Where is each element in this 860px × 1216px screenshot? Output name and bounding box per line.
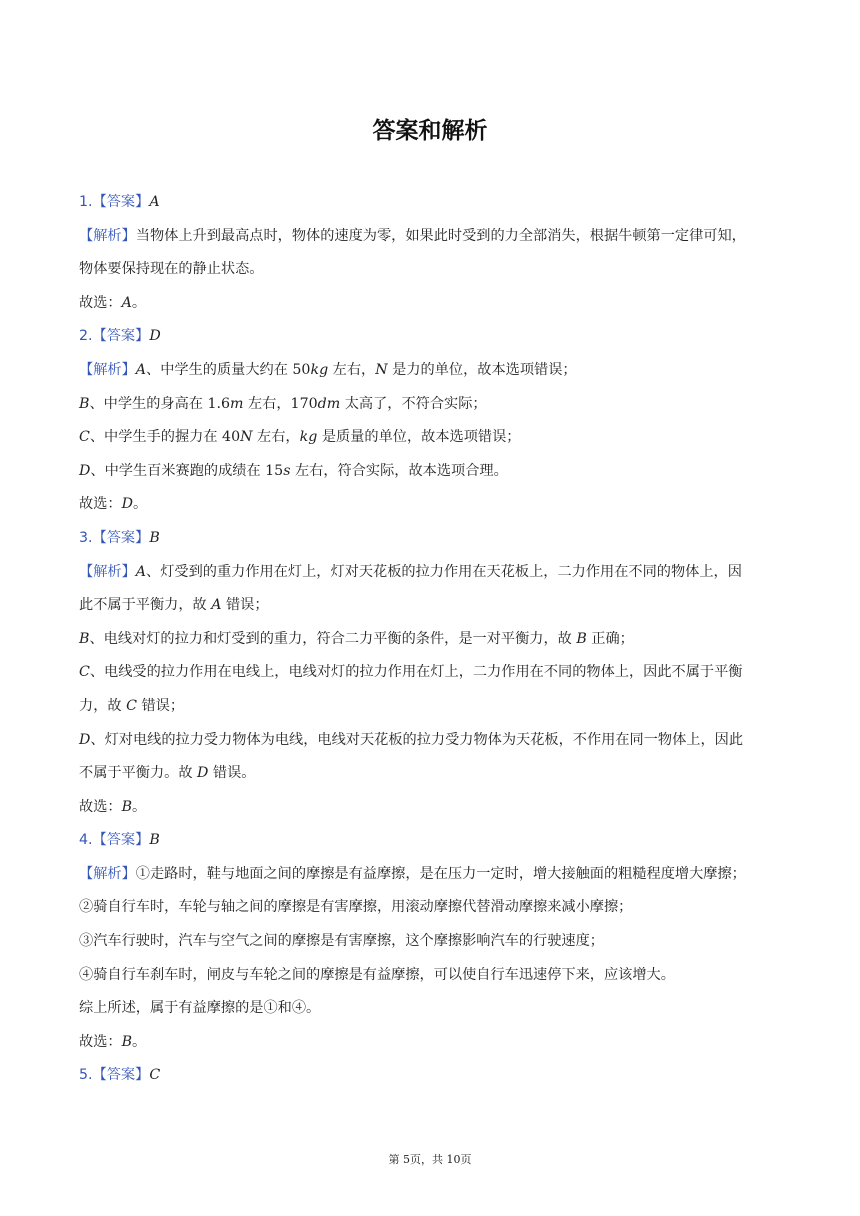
answer-tag: 【答案】 <box>92 529 150 546</box>
answer-line <box>79 522 785 556</box>
text-line: 综上所述，属于有益摩擦的是①和④。 <box>79 1000 321 1017</box>
page-title: 答案和解析 <box>372 118 488 144</box>
text-line: D、灯对电线的拉力受力物体为电线，电线对天花板的拉力受力物体为天花板，不作用在同一物体上，因此 <box>79 731 744 748</box>
analysis-tag: 【解析】 <box>79 227 136 244</box>
text-line: D、中学生百米赛跑的成绩在 15s 左右，符合实际，故本选项合理。 <box>79 462 508 479</box>
answer-value: D <box>149 328 161 345</box>
answer-tag: 【答案】 <box>92 832 150 849</box>
answer-line <box>79 1059 785 1093</box>
text-line: C、电线受的拉力作用在电线上，电线对灯的拉力作用在灯上，二力作用在不同的物体上，因此不属于平衡 <box>79 664 743 681</box>
answer-value: C <box>149 1067 161 1084</box>
analysis-tag: 【解析】 <box>79 563 136 580</box>
answer-line <box>79 186 785 220</box>
text-line: ④骑自行车刹车时，闸皮与车轮之间的摩擦是有益摩擦，可以使自行车迅速停下来，应该增大。 <box>79 966 675 983</box>
answer-value: A <box>149 194 160 210</box>
answer-value: B <box>149 529 160 546</box>
text-line: B、电线对灯的拉力和灯受到的重力，符合二力平衡的条件，是一对平衡力，故 B 正确； <box>79 630 634 647</box>
analysis-line: 【解析】①走路时，鞋与地面之间的摩擦是有益摩擦，是在压力一定时，增大接触面的粗糙程度增大摩擦； <box>79 865 746 882</box>
text-line: ②骑自行车时，车轮与轴之间的摩擦是有害摩擦，用滚动摩擦代替滑动摩擦来减小摩擦； <box>79 899 633 916</box>
answer-line <box>79 824 785 858</box>
answer-value: B <box>149 832 160 849</box>
question-number: 1. <box>79 194 93 210</box>
text-line: C、中学生手的握力在 40N 左右，kg 是质量的单位，故本选项错误； <box>79 429 521 446</box>
text-line: 故选：B。 <box>79 798 147 815</box>
text-line: 故选：B。 <box>79 1033 147 1050</box>
text-line: B、中学生的身高在 1.6m 左右，170dm 太高了，不符合实际； <box>79 395 487 412</box>
answer-content <box>79 186 785 1093</box>
text-line: 不属于平衡力。故 D 错误。 <box>79 765 256 782</box>
question-number: 5. <box>79 1067 93 1084</box>
text-line: 故选：D。 <box>79 496 148 513</box>
text-line: 故选：A。 <box>79 294 147 311</box>
analysis-tag: 【解析】 <box>79 865 136 882</box>
question-number: 3. <box>79 529 93 546</box>
text-line: 此不属于平衡力，故 A 错误； <box>79 597 269 614</box>
analysis-line: 【解析】A、灯受到的重力作用在灯上，灯对天花板的拉力作用在天花板上，二力作用在不同的物体上，因 <box>79 563 742 580</box>
analysis-tag: 【解析】 <box>79 361 136 378</box>
answer-tag: 【答案】 <box>92 194 150 210</box>
analysis-line: 【解析】当物体上升到最高点时，物体的速度为零，如果此时受到的力全部消失，根据牛顿第一定律可知， <box>79 227 746 244</box>
text-line: 力，故 C 错误； <box>79 697 185 714</box>
question-number: 4. <box>79 832 93 849</box>
analysis-line: 【解析】A、中学生的质量大约在 50kg 左右，N 是力的单位，故本选项错误； <box>79 361 577 378</box>
answer-tag: 【答案】 <box>92 1067 150 1084</box>
answer-line <box>79 320 785 354</box>
text-line: 物体要保持现在的静止状态。 <box>79 261 264 278</box>
question-number: 2. <box>79 328 93 345</box>
text-line: ③汽车行驶时，汽车与空气之间的摩擦是有害摩擦，这个摩擦影响汽车的行驶速度； <box>79 933 604 950</box>
page-footer: 第 5页，共 10页 <box>388 1153 472 1166</box>
answer-tag: 【答案】 <box>92 328 150 345</box>
